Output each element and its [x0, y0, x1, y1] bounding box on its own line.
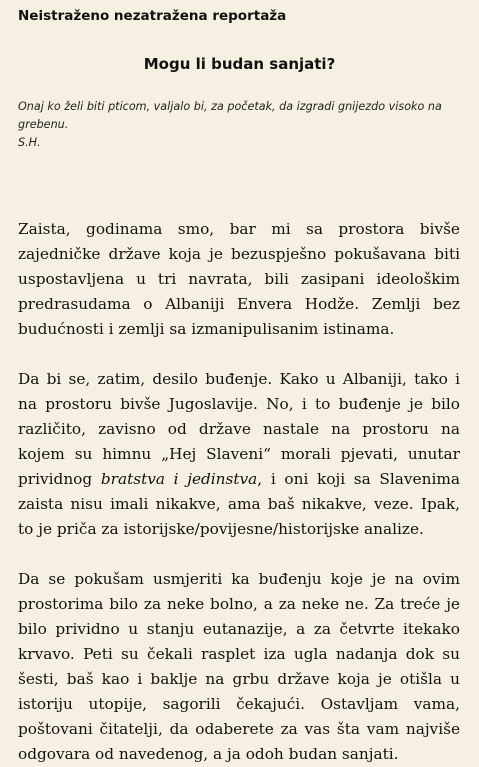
epigraph	[18, 98, 458, 152]
paragraph-1: Zaista, godinama smo, bar mi sa prostora bivše zajedničke države koja je bezuspješno pokušavana biti uspostavljena u tri navrata, bili zasipani ideološkim predrasudama o Albaniji Envera Hodže. Zemlji bez budućnosti i zemlji sa izmanipulisanim istinama.	[18, 220, 460, 338]
paragraph-2-part-b: , i oni koji sa Slavenima zaista nisu imali nikakve, ama baš nikakve, veze. Ipak, to je priča za istorijske/povijesne/historijske analize.	[18, 470, 460, 538]
epigraph-signature: S.H.	[18, 136, 41, 149]
epigraph-quote: Onaj ko želi biti pticom, valjalo bi, za početak, da izgradi gnijezdo visoko na grebenu.	[18, 100, 442, 131]
paragraph-2-emphasis: bratstva i jedinstva	[100, 470, 258, 488]
paragraph-2	[18, 367, 460, 542]
section-rubric: Neistraženo nezatražena reportaža	[18, 8, 287, 24]
paragraph-2-part-a: Da bi se, zatim, desilo buđenje. Kako u Albaniji, tako i na prostoru bivše Jugoslavije. No, i to buđenje je bilo različito, zavisno od države nastale na prostoru na kojem su himnu „Hej Slaveni“ morali pjevati, unutar prividnog	[18, 370, 460, 488]
paragraph-3: Da se pokušam usmjeriti ka buđenju koje je na ovim prostorima bilo za neke bolno, a za neke ne. Za treće je bilo prividno u stanju eutanazije, a za četvrte itekako krvavo. Peti su čekali rasplet iza ugla nadanja dok su šesti, baš kao i baklje na grbu države koja je otišla u istoriju utopije, sagorili čekajući. Ostavljam vama, poštovani čitatelji, da odaberete za vas šta vam najviše odgovara od navedenog, a ja odoh budan sanjati.	[18, 570, 460, 763]
article-title: Mogu li budan sanjati?	[143, 55, 336, 73]
article-body	[18, 217, 460, 767]
